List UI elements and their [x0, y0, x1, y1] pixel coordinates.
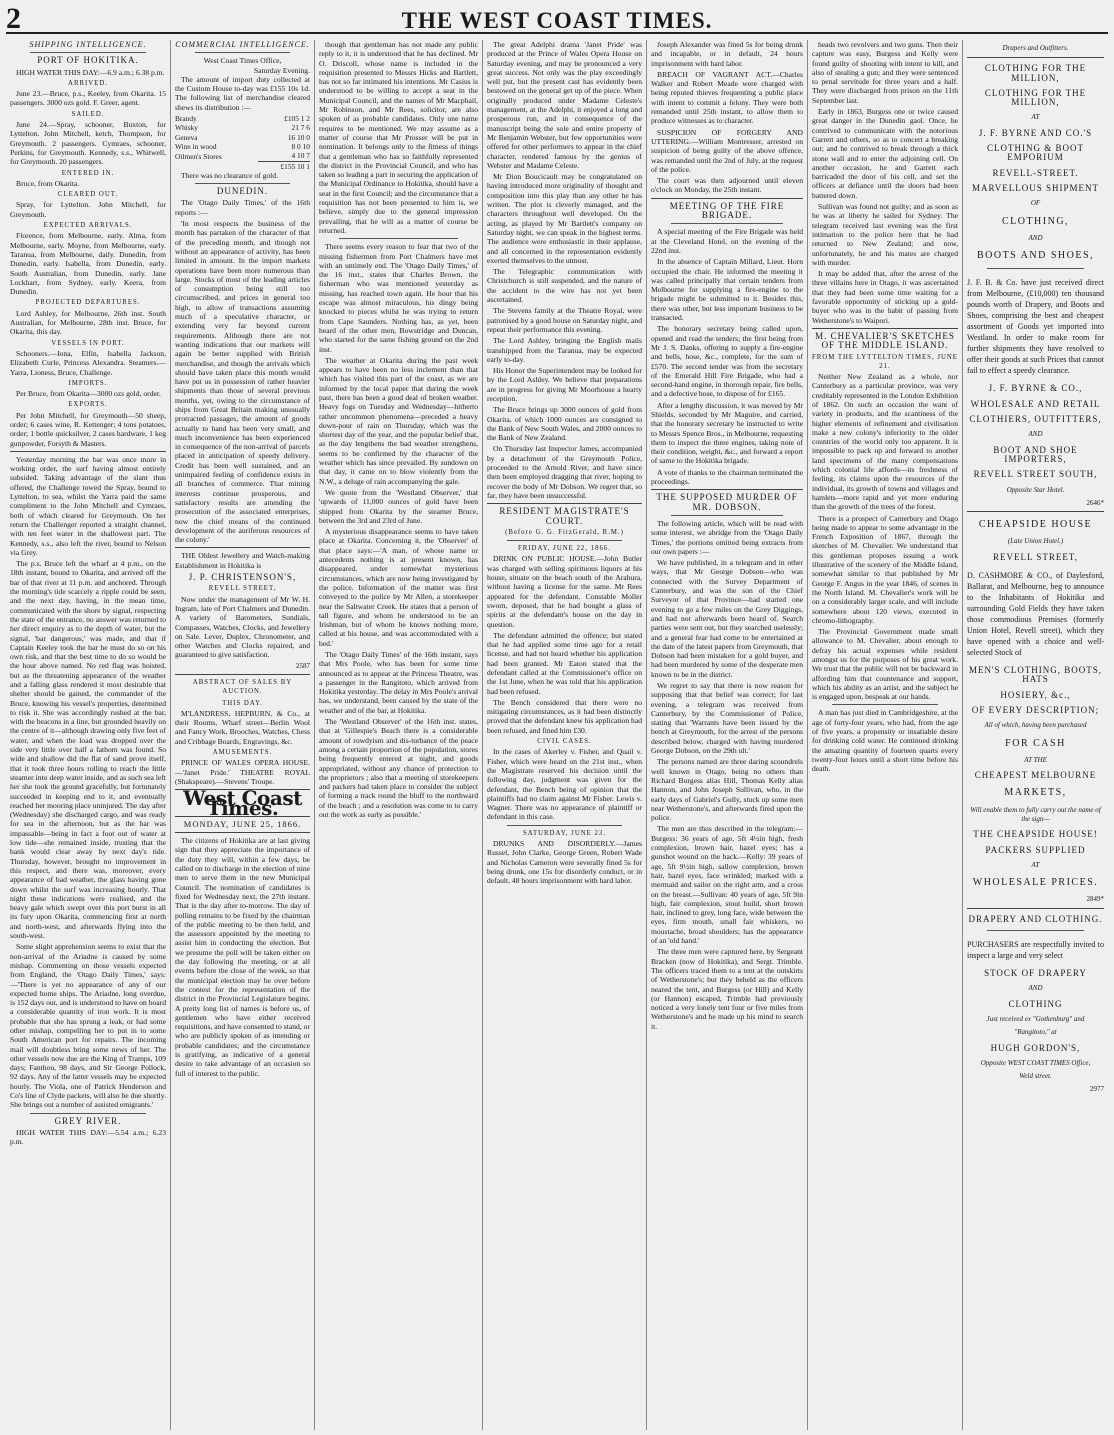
article-paragraph: The 'Westland Observer' of the 16th inst. states, that at 'Gillespie's Beach there is a considerable amount of rowdyism and dis-turbance of the peace among a certain proportion of the population, stores being frequently entered at night, and goods appropriated, without any chance of protection to the proprietors ; also that a meeting of storekeepers and packers had taken place to consider the subject of forming a track round the bluff to the northward of the beach ; and a resolution was come to to carry out the work as early as possible.'	[319, 717, 478, 820]
divider	[967, 57, 1104, 58]
article-paragraph: Sullivan was found not guilty; and as soon as he was at liberty he sailed for Sydney. The telegram received last evening was the first intimation to the police here that he had returned to New Zealand; and now, unfortunately, he and his mates are charged with murder.	[812, 202, 958, 267]
duty-total: £155 10 1	[258, 161, 310, 171]
column-brigade	[647, 40, 808, 1430]
article-paragraph: On Thursday last Inspector James, accompanied by a detachment of the Greymouth Police, proceeded to the Arnold River, and have since then been employed dragging that river, hoping to recover the body of Mr Dobson. We regret that, so far, they have been unsuccessful.	[487, 444, 642, 500]
paper-nameplate: West Coast Times.	[183, 786, 302, 820]
article-paragraph: The 'Otago Daily Times' of the 16th instant, says that Mrs Poole, who has been for some time announced as to appear at the Princess Theatre, was a passenger in the Rangitoto, which arrived from Hokitika yesterday. The delay in Mrs Poole's arrival has, we understand, been caused by the state of the weather and of the bar, at Hokitika.	[319, 650, 478, 715]
dunedin-intro: The 'Otago Daily Times,' of the 16th reports :—	[175, 198, 310, 217]
ad-line: CLOTHING & BOOT EMPORIUM	[987, 143, 1084, 163]
ad-line: MARKETS,	[1004, 787, 1067, 799]
commercial-intro: The amount of import duty collected at the Custom House to-day was £155 10s 1d. The following list of merchandise cleared shews its distribution :—	[175, 74, 310, 112]
article-paragraph: The Lord Ashley, bringing the English mails transhipped from the Taranua, may be expected early to-day.	[487, 336, 642, 364]
masthead	[6, 2, 1108, 35]
column-shipping	[6, 40, 171, 1430]
ad-line: AT THE	[1024, 755, 1047, 764]
divider	[651, 198, 803, 199]
ad-line: (Late Union Hotel.)	[1007, 537, 1064, 546]
imports-text: Per Bruce, from Okarita—3000 ozs gold, order.	[16, 389, 161, 399]
ad-line: FOR CASH	[1005, 737, 1066, 749]
footnote-paragraph: A man has just died in Cambridgeshire, at the age of forty-four years, who had, from the age of five years, a propensity or insatiable desire for drinking cold water. He continued drinking the amazing quantity of fourteen quarts every twenty-four hours until a short time before his death.	[812, 708, 958, 774]
ad-line: CHEAPEST MELBOURNE	[974, 770, 1097, 781]
ad-text: D. CASHMORE & CO., of Daylesford, Ballarat, and Melbourne, beg to announce to the Inhabitants of Hokitika and surrounding Gold Fields they have taken those commodious Premises (formerly Union Hotel, Revell street), which they have opened with a choice and well-selected Stock of	[967, 571, 1104, 658]
ad-number: 2977	[1090, 1085, 1104, 1094]
editorial-text: The citizens of Hokitika are at last giving sign that they appreciate the importance of the duty they will, within a few days, be called on to discharge in the election of nine men to serve them in the new Municipal Council. The nomination of candidates is fixed for Wednesday next, the 27th instant. That is the day after to-morrow. The day of polling remains to be fixed by the chairman of the public meeting to be then held, and the assessors appointed by the meeting to assist him in conducting the election. But we presume the poll will be taken either on the day following the meeting, or at all events before the close of the week, so that the municipal election may be over before the contest for the representation of the district in the Provincial Legislature begins. A pretty long list of names is before us, of gentlemen who have either received requisitions, and have consented to stand, or who are publicly spoken of as intending or probable candidates; and the circumstance is gratifying, as indicative of a general desire to take advantage of an occasion so full of interest to the public.	[175, 836, 310, 1078]
ad-line: REVELL-STREET.	[992, 167, 1079, 178]
ad-text: PURCHASERS are respectfully invited to inspect a large and very select	[967, 940, 1104, 961]
sales-head: ABSTRACT OF SALES BY AUCTION.	[192, 679, 293, 696]
article-paragraph: There seems every reason to fear that two of the missing fishermen from Port Chalmers have met with an untimely end. The 'Otago Daily Times,' of the 16 inst., states that Charles Brown, the fisherman who was mentioned yesterday as missing, has reached town again. He hour that his escape was almost miraculous, his dingy being knocked to pieces whilst he was trying to return from Cape Saunders. Nothing has, as yet, been heard of the other men, Bowstridge and Duncan, who started for the same fishing ground on the 2nd inst.	[319, 242, 478, 354]
divider	[195, 183, 290, 184]
sketch-paragraph: The Provincial Government made small allowance to M. Chevalier, about enough to defray his actual expenses while resident amongst us for the purposes of his great work. We trust that the public will not be backward in affording him that countenance and support, which his ability as an artist, and the subject he is engaged upon, bespeak at our hands.	[812, 627, 958, 702]
divider	[987, 930, 1084, 931]
grey-river-tide: HIGH WATER THIS DAY:—5.54 a.m.; 6.23 p.m.	[10, 1127, 166, 1147]
ad-line: MEN'S CLOTHING, BOOTS, HATS	[968, 665, 1103, 685]
divider	[175, 674, 310, 675]
ad-line: AND	[1028, 233, 1043, 242]
article-paragraph: The Stevens family at the Theatre Royal, were patronised by a good house on Saturday night, and repeat their performance this evening.	[487, 306, 642, 334]
article-paragraph: though that gentleman has not made any public reply to it, it is understood that he has declined. Mr O. Driscoll, whose name is included in the requisition presented to Messrs Hicks and Bartlett, has not so far intimated his intentions. Mr Casius is understood to be willing to accept a seat in the Municipal Council, and the names of Mr Macphail, Mr Robinson, and Mr Rees, solicitor, are also spoken of as probable candidates. Only one name requires to be mentioned. We may assume as a matter of course that Mr Prosser will be put in nomination. It belongs only to the fitness of things that a gentleman who has so faithfully represented the district in the Provincial Council, and who has taken so leading a part in securing the application of the Municipal Ordinance to Hokitika, should have a seat in the first Council; and the circumstance that a requisition has not been presented to him is, we believe, simply due to the general impression prevailing, that he will as a matter of course be returned.	[319, 40, 478, 235]
ad-number: 2587	[296, 661, 310, 670]
duty-item: Oilmen's Stores	[175, 151, 222, 161]
column-news	[483, 40, 647, 1430]
ad-line: CLOTHIERS, OUTFITTERS,	[969, 414, 1102, 425]
column-commercial	[171, 40, 315, 1430]
divider	[339, 238, 458, 239]
murder-paragraph: The following article, which will be read with some interest, we abridge from the 'Otago Daily Times,' the portions omitted being extracts from our own papers :—	[651, 518, 803, 556]
ad-line: OF	[1030, 199, 1041, 208]
ad-line: AND	[1028, 984, 1043, 993]
table-row	[175, 133, 310, 142]
murder-paragraph: The persons named are three daring scoundrels well known in Otago, being no others than Richard Burgess alias Hill, Thomas Kelly alias Hannon, and John Joseph Sullivan, who, in the early days of Gabriel's Gully, stuck up some men near Wetherstone's, and afterwards fired upon the police.	[651, 757, 803, 823]
duty-value: 16 10 0	[287, 132, 310, 142]
arrived-text: June 23.—Bruce, p.s., Keeley, from Okarita. 15 passengers. 3000 ozs gold. F. Greer, agent.	[10, 89, 166, 108]
sailed-head: SAILED.	[71, 110, 105, 118]
ad-line: STOCK OF DRAPERY	[984, 968, 1087, 979]
exports-head: EXPORTS.	[68, 401, 108, 409]
fire-paragraph: In the absence of Captain Millard, Lieut. Horn occupied the chair. He informed the meeting it was called principally that certain tenders from Melbourne for supplying a fire-engine to the brigade might be submitted to it. Besides this, there was other, but less important business to be transacted.	[651, 257, 803, 323]
ad-line: MARVELLOUS SHIPMENT	[971, 182, 1100, 193]
ad-firm: J. F. BYRNE & CO.,	[988, 383, 1083, 394]
arrived-head: ARRIVED.	[68, 79, 108, 87]
dunedin-head: DUNEDIN.	[216, 186, 269, 197]
ad-line: BOOTS AND SHOES,	[976, 250, 1095, 262]
murder-head: THE SUPPOSED MURDER OF MR. DOBSON.	[656, 492, 798, 512]
sketches-source: FROM THE LYTTELTON TIMES, JUNE 21.	[812, 353, 958, 370]
ad-line: Just received ex "Gothenburg" and	[986, 1014, 1085, 1023]
ad-line: "Rangitoto," at	[1014, 1028, 1057, 1037]
exports-text: Per John Mitchell, for Greymouth—50 sheep, order; 6 cases wine, R. Kettenger; 4 tons potatoes, order; 1 bottle quicksilver, 2 cases hardware, 1 keg gunpowder, Forsyth & Masters.	[10, 410, 166, 448]
entered-text: Bruce, from Okarita.	[16, 178, 80, 188]
amusements-head: AMUSEMENTS.	[212, 749, 273, 757]
story-paragraph: Some slight apprehension seems to exist that the non-arrival of the Ariadne is caused by some mishap. Commenting on those vessels expected from England, the 'Otago Daily Times,' says:—'There is yet no appearance of any of our expected home ships. The Ariadne, long overdue, is 152 days out, and is understood to have on board a considerable quantity of iron work. It is most probable that she has sprung a leak, or had some other mishap, compelling her to put in to some South American port for repairs. The incoming mail will doubtless bring some news of her. The other vessels now due are the King of Tramps, 109 days; Fanthou, 98 days, and Sir George Pollock, 92 days. Any of the latter vessels may be expected hourly. The Viola, one of Patrick Henderson and Co's line of Clyde packets, will also be due shortly. She brings out a number of assisted emigrants.'	[10, 942, 166, 1110]
ad-line: WHOLESALE PRICES.	[972, 877, 1099, 889]
divider	[987, 268, 1084, 269]
article-paragraph: Joseph Alexander was fined 5s for being drunk and incapable, or in default, 24 hours imprisonment with hard labor.	[651, 40, 803, 68]
table-row	[175, 161, 310, 171]
day-line: Saturday Evening.	[253, 65, 310, 75]
ad-line: AND	[1028, 430, 1043, 439]
ad-line: AT	[1031, 860, 1040, 869]
ad-line: CLOTHING FOR THE MILLION,	[984, 63, 1087, 83]
divider	[651, 489, 803, 490]
table-row	[175, 142, 310, 151]
divider	[487, 503, 642, 504]
divider	[812, 328, 958, 329]
imports-head: IMPORTS.	[68, 379, 108, 387]
fire-paragraph: A vote of thanks to the chairman terminated the proceedings.	[651, 467, 803, 487]
amusements-body: PRINCE OF WALES OPERA HOUSE.—'Janet Pride.' THEATRE ROYAL (Shakspeare).—Stevens' Troupe.	[175, 758, 310, 786]
ad-text: J. F. B. & Co. have just received direct from Melbourne, (£10,000) ten thousand pounds worth of Drapery, and Boots and Shoes, comprising the best and cheapest assortment of Goods yet imported into Westland. In order to make room for further shipments they have resolved to offer their goods at such Prices that cannot fail to effect a speedy clearance.	[967, 278, 1104, 376]
jeweller-ad-text: THE Oldest Jewellery and Watch-making Establishment in Hokitika is	[175, 551, 310, 570]
divider	[30, 1113, 146, 1114]
ad-line: WHOLESALE AND RETAIL	[970, 398, 1101, 409]
duty-item: Wine in wood	[175, 141, 217, 151]
divider	[967, 908, 1104, 909]
table-row	[175, 151, 310, 161]
ad-number: 2849*	[1086, 895, 1104, 904]
divider	[671, 223, 783, 224]
sales-body: M'LANDRESS, HEPBURN, & Co., at their Rooms, Wharf street—Berlin Wool and Fancy Work, Brooches, Watches, Chess and Cribbage Boards, Engravings, &c.	[175, 708, 310, 746]
drapers-head: Drapers and Outfitters.	[1002, 44, 1069, 52]
article-paragraph: The great Adelphi drama 'Janet Pride' was produced at the Prince of Wales Opera House on Saturday evening, and may be pronounced a very great success. Not only was the play exceedingly well put, but the present cast has evidently been bestowed on the general get up of the piece. When originally produced under Madame Celeste's management, at the Adelphi, it enjoyed a long and prosperous run, and in consequence of the manuscript being the sole and entire property of Mr Benjamin Webster, but few opportunities were offered for other performers to appear in the chief character, rendered famous by the genius of Webster and Madame Celeste.	[487, 40, 642, 170]
ad-line: Weld street.	[1019, 1072, 1052, 1081]
section-head-shipping: SHIPPING INTELLIGENCE.	[29, 40, 147, 49]
civil-body: In the cases of Akerley v. Fisher, and Quail v. Fisher, which were heard on the 21st inst., when the Magistrate reserved his decision until the following day, judgment was given for the defendant, the Bench being of opinion that the plaintiffs had no claim against Mr Fisher. Lewis v. Wagner. There was no appearance of plaintiff or defendant in this case.	[487, 747, 642, 822]
duty-value: 21 7 6	[291, 123, 310, 133]
ad-line: THE CHEAPSIDE HOUSE!	[973, 829, 1098, 840]
ad-line: CLOTHING	[1008, 998, 1063, 1009]
article-paragraph: The Bruce brings up 3000 ounces of gold from Okarita, of which 1000 ounces are consigned to the Bank of New South Wales, and 2000 ounces to the Bank of New Zealand.	[487, 405, 642, 443]
divider	[507, 825, 622, 826]
ad-line: PACKERS SUPPLIED	[985, 844, 1086, 855]
ad-line: BOOT AND SHOE IMPORTERS,	[993, 444, 1078, 464]
article-paragraph: Mr Dion Boucicault may be congratulated on having introduced more originality of thought and composition into this play than any other he has written. The plot is cleverly managed, and the characters throughout well developed. On the acting, as played by Mr Bartlett's company on Saturday night, we can speak in the highest terms. The audience were enthusiastic in their applause, and all concerned in the representation evidently exerted themselves to the utmost.	[487, 172, 642, 265]
no-gold: There was no clearance of gold.	[181, 170, 278, 180]
entered-head: ENTERED IN.	[61, 169, 115, 177]
column-advertisements	[963, 40, 1108, 1430]
murder-paragraph: We regret to say that there is now reason for supposing that that belief was correct; for last evening, a telegram was received from Canterbury, by the Commissioner of Police, stating that 'Warrants have been issued by the bench at Greymouth, for the arrest of the persons described below, charged with having murdered George Dobson, on the 29th ult.'	[651, 681, 803, 756]
article-paragraph: We quote from the 'Westland Observer,' that 'upwards of 11,000 ounces of gold have been shipped from Okarita by the steamer Bruce, between the 3rd and 23rd of June.	[319, 487, 478, 525]
divider	[10, 451, 166, 452]
article-paragraph: The court was then adjourned until eleven o'clock on Monday, the 25th instant.	[651, 176, 803, 195]
projected-head: PROJECTED DEPARTURES.	[35, 299, 141, 307]
article-paragraph: A mysterious disappearance seems to have taken place at Okarita. Concerning it, the 'Observer' of that place says:—'A man, of whose name or antecedents nothing is at present known, has disappeared, under somewhat mysterious circumstances, which are now being investigated by the police. Information of the matter was first conveyed to the police by Mr Allen, a storekeeper near the Saltwater Creek. He states that a person of tall figure, and whom he understood to be an Irishman, but of whom he knows nothing more, called at his house, and was accommodated with a bed.'	[319, 527, 478, 648]
in-port-text: Schooners.—Iona, Elfin, Isabella Jackson, Elizabeth Curle, Princess Alexandra. Steamers.—Yarra, Lioness, Bruce, Challenge.	[10, 348, 166, 377]
ad-line: Opposite Star Hotel.	[1006, 485, 1065, 494]
ad-line: REVELL STREET SOUTH,	[973, 469, 1098, 480]
article-paragraph: Early in 1863, Burgess one or twice caused great danger in the Dunedin gaol. Once, he contrived to communicate with the notorious Garrett and others, so as to concert a breaking out; and he contrived to break through a thick stone wall and to enter the adjoining cell. On another occasion, he and Garrett each barricaded the door of his cell, and set the officers at defiance until the doors had been battered down.	[812, 107, 958, 200]
table-row	[175, 123, 310, 132]
court-paragraph: The defendant admitted the offence; but stated that he had applied some time ago for a retail license, and had not heard whether his application had been granted. Mr Eaton stated that the defendant called at the Commissioner's office on the 1st June, when he was told that his application had been refused.	[487, 630, 642, 696]
section-head-commercial: COMMERCIAL INTELLIGENCE.	[175, 40, 310, 49]
jeweller-ad-body: Now under the management of Mr W. H. Ingram, late of Port Chalmers and Dunedin. A variety of Barometers, Sundials, Compasses, Watches, Clocks, and Jewellery on Sale. Lever, Duplex, Chronometer, and other Watches and Clocks repaired, and guaranteed to give satisfaction.	[175, 594, 310, 660]
saturday-date: SATURDAY, JUNE 23.	[523, 829, 606, 837]
issue-date: MONDAY, JUNE 25, 1866.	[183, 818, 302, 829]
page-number: 2	[6, 2, 21, 35]
murder-paragraph: The three men were captured here, by Sergeant Bracken (now of Hokitika), and Sergt. Trimble. The officers traced them to a tent at the outskirts of Wetherstone's; but they beheld as the officers neared the tent, and Burgess (or Hill) and Kelly (or Hannon) escaped, Trimble had previously noticed a very lonely tent four or five miles from Wetherstone's and he made up his mind to search it.	[651, 947, 803, 1031]
divider	[30, 52, 146, 53]
divider	[671, 515, 783, 516]
projected-text: Lord Ashley, for Melbourne, 26th inst. South Australian, for Melbourne, 28th inst. Bruce, for Okarita, this day.	[10, 308, 166, 337]
jeweller-firm: J. P. CHRISTENSON'S,	[188, 572, 297, 583]
ad-number: 2646*	[1086, 498, 1104, 507]
ad-line: Will enable them to fully carry out the name of the sign—	[970, 805, 1101, 823]
port-head: PORT OF HOKITIKA.	[37, 55, 139, 66]
divider	[175, 547, 310, 548]
jeweller-street: REVELL STREET,	[208, 585, 277, 593]
article-paragraph: His Honor the Superintendent may be looked for by the Lord Ashley. We believe that preparations are in progress for giving Mr Moorhouse a hearty reception.	[487, 366, 642, 403]
fire-brigade-head: MEETING OF THE FIRE BRIGADE.	[669, 200, 785, 221]
dunedin-body: 'In most respects the business of the month has partaken of the character of that of the preceding month, and though not without an appearance of activity, has been limited in amount. In the import markets operations have been more numerous than large. Stocks of most of the leading articles of consumption being still too circumscribed, and prices in general too high, to allow of transactions assuming much of a speculative character, or extending very far beyond current requirements. Although there are not wanting indications that our markets will again be better supplied with British merchandise, and though the arrivals which should have taken place this month would have put us in possession of rather heavier shipments than those of several previous months, yet, owing to the circumstance of ships from Great Britain making unusually protracted passages, the amount of goods actually to hand has been very small, and much inconvenience has been experienced in consequence of the non-arrival of parcels placed in anticipation of speedy delivery. Credit has been well sustained, and an unimpaired feeling of confidence exists in all branches of commerce. That mining interests continue prosperous, and satisfactory results are attending the prosecution of the associated enterprises, now the chief means of the continued development of the auriferous resources of the colony.'	[175, 219, 310, 545]
article-paragraph: SUSPICION OF FORGERY AND UTTERING.—William Montresser, arrested on suspicion of being guilty of the above offence, was remanded until the 2nd of July, at the request of the police.	[651, 127, 803, 174]
ad-line: DRAPERY AND CLOTHING.	[968, 913, 1103, 924]
cleared-head: CLEARED OUT.	[57, 191, 119, 199]
divider	[195, 52, 290, 53]
ad-line: REVELL STREET,	[993, 551, 1078, 562]
columns	[6, 40, 1108, 1430]
fire-paragraph: The honorary secretary being called upon, opened and read the tenders; the first being from Mr J. S. Danks, offering to supply a fire-engine and bells, hose, &c., complete, for the sum of £570. The second tender was from the secretary of the Emerald Hill Fire Brigade, who had a second-hand engine, in thorough repair, fire bells, and a defective hose, to dispose of for £165.	[651, 324, 803, 399]
article-paragraph: The weather at Okarita during the past week appears to have been no less inclement than that which has visited this part of the coast, as we are informed by the local paper that during the week past, there has been a good deal of broken weather. Heavy fogs on Tuesday and Wednesday—hitherto rather uncommon phenomena—preceded a heavy down-pour of rain on Thursday, which was the shortest day of the year, and the popular belief that, as the day lengthens the bad weather strengthens, seems to be confirmed by the character of the weather which has since prevailed. By sundown on that day, it came on to blow violently from the N.W., a deluge of rain accompanying the gale.	[319, 355, 478, 486]
duty-value: 4 10 7	[291, 151, 310, 161]
ad-firm: HUGH GORDON'S,	[990, 1042, 1081, 1053]
in-port-head: VESSELS IN PORT.	[51, 339, 125, 347]
duty-value: £105 1 2	[284, 114, 310, 124]
sketches-head: M. CHEVALIER'S SKETCHES OF THE MIDDLE ISLAND.	[815, 330, 955, 351]
story-paragraph: The p.s. Bruce left the wharf at 4 p.m., on the 18th instant, bound to Okarita, and arrived off the bar of that river at 11 p.m. and anchored. Through the morning's tide scarcely a ripple could be seen, and the next day, having, in the mean time, communicated with the shore by signal, respecting the state of the entrance, no answer was returned to her direct enquiry as to the depth of water, but the signal, 'bar dangerous,' was made, and that if Captain Keeley took the bar he must do so on his own risk, and that the best time to do so would be the hour above named. No red flag was hoisted, but as the threatening appearance of the weather and a falling glass rendered it most desirable that shelter should be gained, the commander of the Bruce, knowing his vessel's properties, determined to risk it. She was accordingly rushed at the bar, with the beacons in a line, but grounded heavily on the centre of it—although drawing only five feet of water, and when the load was dropped over the side very little over half a fathom was found. So wide and shallow did the flat of sand prove itself, that it took three hours rolling to reach the little steamer into deep water inside, and as such sea left her she took the ground gracefully, but fortunately succeeded in keeping end to it, and eventually reached her mooring place uninjured. The day after (Wednesday) she discharged cargo, and was ready for sea in the afternoon, but as the bar was impassable—being in fact a foot out of water at low tide—she remained inside, trusting that the bank would clear away by next day's tide. Thursday, however, brought no improvement in this respect, and there was, moreover, every appearance of bad weather, the glass having gone down whilst the surf was increasing hourly. That night these indications were realised, and the heavy gale which swept over this port burst in all its fury upon Okarita, commencing first at north and north-west, and afterwards flying into the south-west.	[10, 559, 166, 941]
article-paragraph: It may be added that, after the arrest of the three villains here in Otago, it was ascertained that they had been some time waiting for a favorable opportunity of sticking up a gold-buyer who was in the habit of passing from Wetherstone's to Waipori.	[812, 269, 958, 325]
office-line: West Coast Times Office,	[203, 56, 282, 66]
article-paragraph: BREACH OF VAGRANT ACT.—Charles Walker and Robert Meade were charged with being reputed thieves frequenting a public place with intent to commit a felony. They were both remanded until 25th instant, to allow them to produce witnesses as to character.	[651, 69, 803, 126]
sales-day: THIS DAY.	[222, 699, 263, 707]
divider	[967, 511, 1104, 512]
grey-river-head: GREY RIVER.	[54, 1115, 122, 1126]
expected-text: Florence, from Melbourne, early. Alma, from Melbourne, early. Moyne, from Melbourne, early. Taranua, from Melbourne, daily. Dunedin, from Dunedin, early. Isabella, from Dunedin, early. South Australian, from Dunedin, early. Jane Lockhart, from Sydney, early. Keera, from Dunedin.	[10, 231, 166, 297]
ad-firm: CHEAPSIDE HOUSE	[978, 519, 1093, 531]
saturday-body: DRUNKS AND DISORDERLY.—James Russel, John Clarke, George Green, Robert Wade and Nicholas Cameron were severally fined 5s for being drunk, one 15s for disorderly conduct, or in default, 48 hours imprisonment with hard labor.	[487, 839, 642, 886]
friday-date: FRIDAY, JUNE 22, 1866.	[517, 545, 611, 553]
newspaper-title: THE WEST COAST TIMES.	[401, 8, 713, 33]
ad-firm: J. F. BYRNE AND CO.'S	[978, 127, 1093, 138]
cleared-text: Spray, for Lyttelton. John Mitchell, for Greymouth.	[10, 200, 166, 219]
ad-line: HOSIERY, &c.,	[1000, 689, 1071, 700]
article-paragraph: The Telegraphic communication with Christchurch is still suspended, and the nature of the accident to the wire has not yet been ascertained.	[487, 267, 642, 305]
column-editorial-continued	[315, 40, 483, 1430]
ad-line: Opposite WEST COAST TIMES Office,	[980, 1058, 1091, 1067]
sailed-text: June 24.—Spray, schooner, Buxton, for Lyttelton. John Mitchell, ketch, Thompson, for Greymouth. 2 passengers. Cymraes, schooner, Perkins, for Greymouth. Kennedy, s.s., Whitwell, for Greymouth. 20 passengers.	[10, 120, 166, 167]
sketch-paragraph: Neither New Zealand as a whole, nor Canterbury as a particular province, was very creditably represented in the London Exhibition of 1862. On such an occasion the want of variety in products, and the scantiness of the higher elements of refinement and civilisation make a new colony's inferiority to the older countries of the world only too apparent. It is impossible to pack up and forward to another land specimens of the many compensations which colonial life affords—its freshness of feeling, its claims upon the resources of the individual, its growth of towns and villages and hamlets—more rapid and yet more enduring than the growth of the trees of the forest.	[812, 372, 958, 512]
column-sketches	[808, 40, 963, 1430]
duties-table	[175, 114, 310, 171]
fire-paragraph: After a lengthy discussion, it was moved by Mr Shields, seconded by Mr Maguire, and carried, that the honorary secretary be instructed to write to Messrs Spence Bros., in Melbourne, requesting them to inspect the three engines, taking note of their condition, weight, &c., and forward a report of same to the Hokitika brigade.	[651, 400, 803, 466]
court-sub: (Before G. G. FitzGerald, R.M.)	[505, 528, 624, 536]
court-head: RESIDENT MAGISTRATE'S COURT.	[499, 506, 630, 526]
ad-line: All of which, having been purchased	[984, 721, 1087, 730]
ad-line: CLOTHING,	[1001, 215, 1070, 227]
ad-line: AT	[1031, 113, 1040, 122]
table-row	[175, 114, 310, 123]
high-water: HIGH WATER THIS DAY:—6.9 a.m.; 6.38 p.m.	[16, 67, 165, 77]
divider	[175, 832, 310, 833]
murder-paragraph: We have published, in a telegram and in other ways, that Mr George Dobson—who was connected with the Survey Department of Canterbury, and was the son of the Chief Surveyor of that Province—had started one evening to go a few miles on the Grey Diggings, and had not afterwards been heard of. Search parties were sent out, but they searched uselessly; and a general fear had come to be entertained at the date of the latest papers from Greymouth, that Dobson had been mistaken for a gold buyer, and had been murdered by some of the desperate men known to be in the district.	[651, 558, 803, 679]
divider	[832, 704, 938, 705]
article-paragraph: heads two revolvers and two guns. Then their capture was easy, Burgess and Kelly were found guilty of shooting with intent to kill, and also of stealing a gun; and they were sentenced to penal servitude for three years and a half. They were discharged from prison on the 11th September last.	[812, 40, 958, 105]
sketch-paragraph: There is a prospect of Canterbury and Otago being made to appear to some advantage in the French Exposition of 1867, through the sketches of M. Chevalier. We understand that this gentleman proposes issuing a work illustrative of the scenery of the Middle Island, somewhat similar to that published by Mr George F. Angus in the year 1846, of scenes in the North Island. M. Chevalier's work will be on a considerably larger scale, and will include somewhere about 120 views, executed in chromo-lithography.	[812, 513, 958, 625]
ad-line: CLOTHING FOR THE MILLION,	[984, 87, 1087, 108]
divider	[507, 540, 622, 541]
duty-item: Brandy	[175, 114, 197, 124]
duty-value: 8 0 10	[291, 141, 310, 151]
civil-head: CIVIL CASES.	[537, 738, 592, 746]
duty-item: Whisky	[175, 123, 198, 133]
murder-paragraph: The men are thus described in the telegram:—Burgess: 36 years of age, 5ft 4½in high, fresh complexion, brown hair, hazel eyes; has a gunshot wound on the back.—Kelly: 39 years of age, 5ft 9½in high, sallow complexion, brown hair, hazel eyes, face wrinkled; marked with a mermaid and sailor on the right arm, and a cross on the breast.—Sullivan: 40 years of age, 5ft 9in high, fair complexion, stout build, short brown hair, inclined to grey, long face, wide between the eyes, firm mouth, small fair whiskers, no moustache, broad shoulders; has the appearance of an 'old hand.'	[651, 824, 803, 946]
duty-item: Geneva	[175, 132, 198, 142]
expected-head: EXPECTED ARRIVALS.	[43, 222, 133, 230]
story-paragraph: Yesterday morning the bar was once more in working order, the surf having almost entirely subsided. Taking advantage of the slant thus offered, the Challenge towed the Spray, bound to Lyttelton, to sea, whilst the Yarra paid the same compliment to the John Mitchell and Cymraes, both of which cleared for Greymouth. On her return the Challenger reported a straight channel, with ten feet water in the shallowest part. The Kennedy, s.s., also left the river, bound to Nelson via Grey.	[10, 454, 166, 557]
court-paragraph: The Bench considered that there were no mitigating circumstances, as it had been distinctly proved that the defendant knew his application had been refused, and fined him £30.	[487, 697, 642, 735]
ad-line: OF EVERY DESCRIPTION;	[971, 704, 1100, 715]
court-paragraph: DRINK ON PUBLIC HOUSE.—John Butler was charged with selling spirituous liquors at his house, situate on the beach south of the Arahura, without having a license for the same. Mr Rees appeared for the defendant. Constable Moller sworn, deposed, that he had bought a glass of spirits at the defendant's house on the day in question.	[487, 554, 642, 629]
fire-paragraph: A special meeting of the Fire Brigade was held at the Cleveland Hotel, on the evening of the 22nd inst.	[651, 227, 803, 255]
